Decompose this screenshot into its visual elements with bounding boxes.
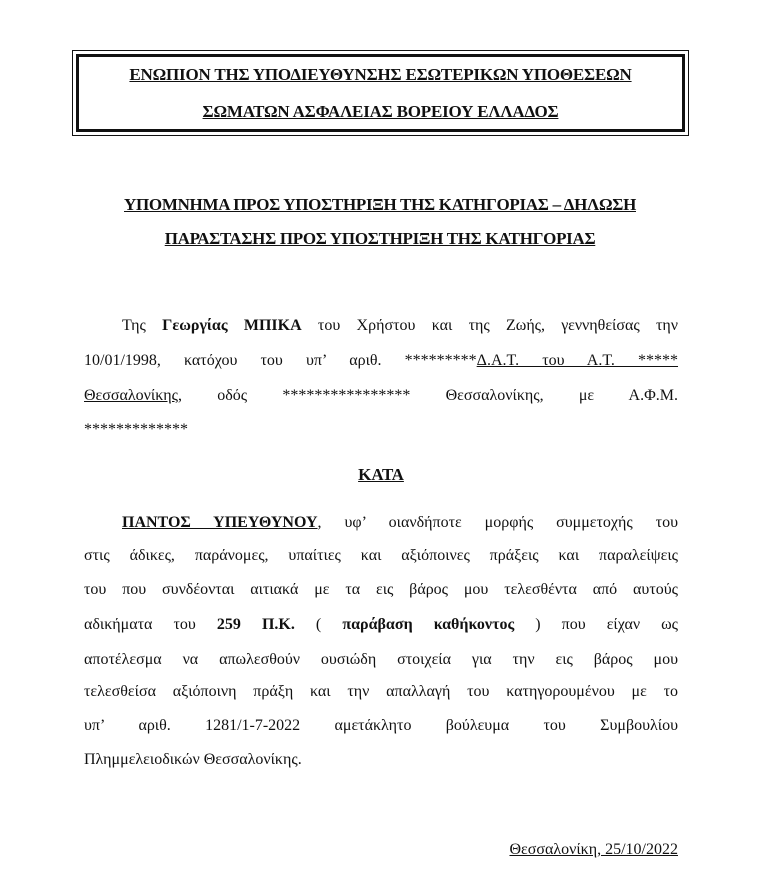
body-line-2: στις άδικες, παράνομες, υπαίτιες και αξιόποινες πράξεις και παραλείψεις [84, 547, 678, 564]
authority-line-2: ΣΩΜΑΤΩΝ ΑΣΦΑΛΕΙΑΣ ΒΟΡΕΙΟΥ ΕΛΛΑΔΟΣ [202, 102, 559, 121]
body-line-1 [84, 511, 678, 535]
body-paren-open: ( [294, 616, 343, 633]
body-article: 259 Π.Κ. [216, 616, 295, 633]
authority-line-1: ΕΝΩΠΙΟΝ ΤΗΣ ΥΠΟΔΙΕΥΘΥΝΣΗΣ ΕΣΩΤΕΡΙΚΩΝ ΥΠΟΘΕΣΕΩΝ [129, 65, 632, 84]
body-respondent: ΠΑΝΤΟΣ ΥΠΕΥΘΥΝΟΥ [122, 514, 318, 531]
party-afm-value: ************* [84, 421, 188, 438]
authority-header-inner [76, 54, 685, 132]
party-address-afm: οδός **************** Θεσσαλονίκης, με Α.Φ.Μ. [181, 387, 678, 404]
title-line-1: ΥΠΟΜΝΗΜΑ ΠΡΟΣ ΥΠΟΣΤΗΡΙΞΗ ΤΗΣ ΚΑΤΗΓΟΡΙΑΣ – ΔΗΛΩΣΗ [124, 195, 636, 214]
body-line-5: αποτέλεσμα να απωλεσθούν ουσιώδη στοιχεία για την εις βάρος μου [84, 651, 678, 668]
body-line-7: υπ’ αριθ. 1281/1-7-2022 αμετάκλητο βούλευμα του Συμβουλίου [84, 717, 678, 734]
party-line-3 [84, 384, 678, 408]
title-line-2: ΠΑΡΑΣΤΑΣΗΣ ΠΡΟΣ ΥΠΟΣΤΗΡΙΞΗ ΤΗΣ ΚΑΤΗΓΟΡΙΑΣ [164, 229, 596, 248]
body-line-6: τελεσθείσα αξιόποινη πράξη και την απαλλαγή του κατηγορουμένου με το [84, 683, 678, 700]
body-offence-name: παράβαση καθήκοντος [342, 616, 515, 633]
body-line-3: του που συνδέονται αιτιακά με τα εις βάρος μου τελεσθέντα από αυτούς [84, 581, 678, 598]
party-parents: του Χρήστου και της Ζωής, γεννηθείσας την [301, 317, 678, 334]
body-line-4-rest: ) που είχαν ως [514, 616, 679, 633]
body-line-8: Πλημμελειοδικών Θεσσαλονίκης. [84, 751, 302, 768]
party-line-2 [84, 349, 678, 373]
party-line-4 [84, 418, 678, 442]
kata-heading: ΚΑΤΑ [358, 465, 404, 484]
party-birth-id: 10/01/1998, κατόχου του υπ’ αριθ. ********* [84, 352, 477, 369]
party-city: Θεσσαλονίκης, [84, 387, 182, 404]
authority-header-box [72, 50, 689, 136]
party-id-authority: Δ.Α.Τ. του Α.Τ. ***** [476, 352, 679, 369]
party-name: Γεωργίας ΜΠΙΚΑ [162, 317, 302, 334]
body-line-1-rest: , υφ’ οιανδήποτε μορφής συμμετοχής του [317, 514, 679, 531]
body-offence-intro: αδικήματα του [84, 616, 217, 633]
document-date: Θεσσαλονίκη, 25/10/2022 [509, 841, 678, 858]
body-line-4 [84, 613, 678, 637]
party-intro: Της [122, 317, 163, 334]
document-title [60, 188, 700, 256]
party-line-1 [84, 314, 678, 338]
